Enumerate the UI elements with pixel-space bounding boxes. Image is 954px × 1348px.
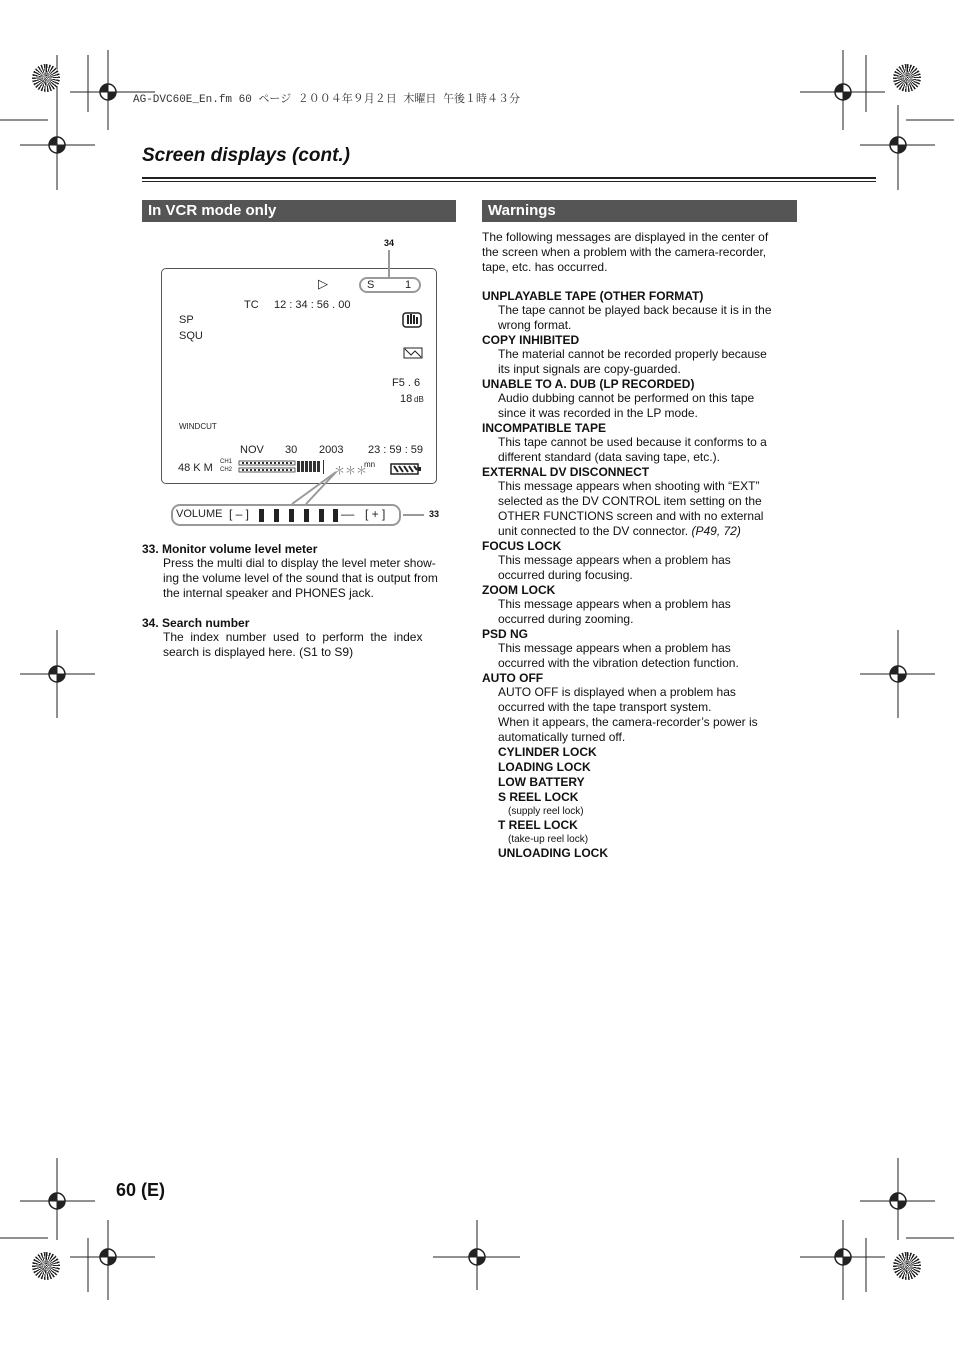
gain-unit: dB [414, 395, 424, 404]
item-34-title: 34. Search number [142, 616, 250, 630]
lock-list [482, 745, 797, 861]
warning-title: UNABLE TO A. DUB (LP RECORDED) [482, 377, 695, 391]
tc-label: TC [244, 299, 259, 311]
warnings-intro: The following messages are displayed in the center of the screen when a problem with the camera-recorder, tape, etc. has occurred. [482, 230, 769, 274]
lock-item: UNLOADING LOCK [498, 846, 608, 860]
search-value: 1 [405, 279, 412, 291]
registration-mark-icon [893, 1252, 921, 1280]
lock-item: S REEL LOCK [498, 790, 579, 804]
volume-level-meter [171, 504, 401, 526]
warning-title: UNPLAYABLE TAPE (OTHER FORMAT) [482, 289, 704, 303]
page-number: 60 (E) [116, 1180, 166, 1200]
squ-indicator: SQU [179, 330, 203, 342]
gain-value: 18 [400, 393, 413, 405]
windcut-indicator: WINDCUT [179, 422, 217, 431]
remaining-time: ＊＊＊ [334, 465, 367, 477]
callout-leader-lines [0, 0, 954, 560]
warning-item: UNABLE TO A. DUB (LP RECORDED) Audio dubbing cannot be performed on this tape since it was recorded in the LP mode. [482, 377, 797, 421]
ch1-label: CH1 [220, 459, 233, 465]
lock-item: T REEL LOCK [498, 818, 578, 832]
warning-item: INCOMPATIBLE TAPE This tape cannot be used because it conforms to a different standard (data saving tape, etc.). [482, 421, 797, 465]
lock-item: CYLINDER LOCK [498, 745, 597, 759]
warning-item: UNPLAYABLE TAPE (OTHER FORMAT) The tape cannot be played back because it is in the wrong format. [482, 289, 797, 333]
warning-title: AUTO OFF [482, 671, 544, 685]
warnings-list [482, 289, 797, 861]
volume-label: VOLUME [176, 508, 223, 520]
remaining-unit: mn [364, 460, 376, 469]
warning-item: PSD NG This message appears when a problem has occurred with the vibration detection function. [482, 627, 797, 671]
clock-time: 23 : 59 : 59 [368, 444, 424, 456]
date-day: 30 [285, 444, 298, 456]
warning-item: FOCUS LOCK This message appears when a problem has occurred during focusing. [482, 539, 797, 583]
section-heading-warnings: Warnings [482, 200, 797, 222]
warning-title: FOCUS LOCK [482, 539, 562, 553]
play-icon: ▷ [318, 276, 328, 291]
lock-item: LOADING LOCK [498, 760, 591, 774]
item-33-text: Press the multi dial to display the level meter show- ing the volume level of the sound that is output from the internal speaker and PHONES jack. [163, 556, 438, 600]
volume-plus: [ + ] [365, 507, 386, 521]
item-33-title: 33. Monitor volume level meter [142, 542, 318, 556]
warning-title: ZOOM LOCK [482, 583, 556, 597]
registration-mark-icon [32, 1252, 60, 1280]
print-header: AG-DVC60E_En.fm 60 ページ ２００４年９月２日 木曜日 午後１時４３分 [133, 94, 521, 106]
callout-33: 33 [429, 509, 440, 519]
sp-indicator: SP [179, 314, 194, 326]
search-label: S [367, 279, 375, 291]
item-34-text: The index number used to perform the index search is displayed here. (S1 to S9) [163, 630, 423, 659]
warning-item: ZOOM LOCK This message appears when a problem has occurred during zooming. [482, 583, 797, 627]
volume-minus: [ – ] [229, 507, 250, 521]
warning-title: EXTERNAL DV DISCONNECT [482, 465, 650, 479]
ch2-label: CH2 [220, 467, 233, 473]
lock-note: (take-up reel lock) [508, 834, 589, 845]
lock-item: LOW BATTERY [498, 775, 585, 789]
lock-note: (supply reel lock) [508, 806, 584, 817]
warning-title: COPY INHIBITED [482, 333, 580, 347]
warning-item: COPY INHIBITED The material cannot be recorded properly because its input signals are copy-guarded. [482, 333, 797, 377]
page-reference: (P49, 72) [691, 524, 741, 538]
tc-value: 12 : 34 : 56 . 00 [274, 299, 351, 311]
date-month: NOV [240, 444, 264, 456]
page-title: Screen displays (cont.) [142, 145, 351, 166]
date-year: 2003 [319, 444, 344, 456]
warning-item: AUTO OFF AUTO OFF is displayed when a problem has occurred with the tape transport system. When it appears, the camera-recorder’s power is automatically turned off. [482, 671, 797, 745]
audio-mode: 48 K M [178, 462, 213, 474]
warning-item: EXTERNAL DV DISCONNECT This message appears when shooting with “EXT” selected as the DV CONTROL item setting on the OTHER FUNCTIONS screen and with no external unit connected to the DV connector. (P49, 72) [482, 465, 797, 539]
section-heading-vcr-mode: In VCR mode only [142, 200, 456, 222]
volume-bars [259, 509, 341, 527]
callout-34: 34 [384, 238, 395, 248]
warning-title: PSD NG [482, 627, 529, 641]
f-number: F5 . 6 [392, 377, 421, 389]
warning-title: INCOMPATIBLE TAPE [482, 421, 606, 435]
volume-dash: –– [341, 507, 355, 521]
